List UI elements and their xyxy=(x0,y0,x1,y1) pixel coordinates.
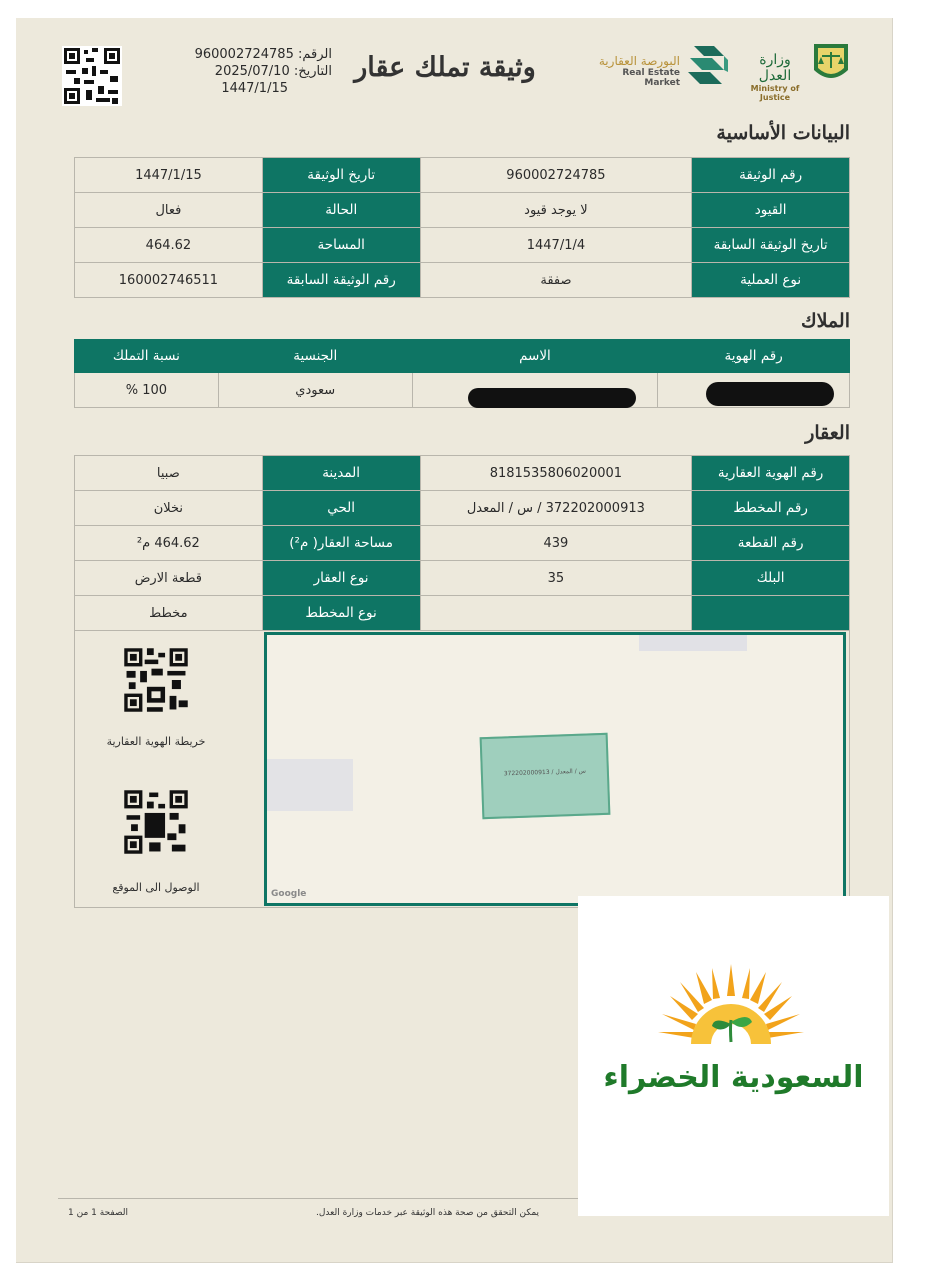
sun-sprout-logo-icon xyxy=(656,962,806,1072)
table-value: 439 xyxy=(420,526,692,561)
market-logo-ar: البورصة العقارية xyxy=(598,54,680,68)
table-label: البلك xyxy=(692,561,850,596)
moj-emblem-icon xyxy=(810,40,852,88)
redaction-bar-id xyxy=(706,382,834,406)
property-section-title: العقار xyxy=(805,422,850,444)
column-header: نسبة التملك xyxy=(75,340,219,373)
table-value: صفقة xyxy=(420,263,692,298)
table-label: نوع المخطط xyxy=(262,596,420,631)
table-label: نوع العملية xyxy=(692,263,850,298)
table-row xyxy=(75,158,850,193)
table-value: 35 xyxy=(420,561,692,596)
owners-section-title: الملاك xyxy=(800,310,850,332)
table-label: القيود xyxy=(692,193,850,228)
number-value: 960002724785 xyxy=(194,47,294,62)
qr-caption-location xyxy=(86,876,226,895)
table-label: المساحة xyxy=(262,228,420,263)
date-label: التاريخ: xyxy=(293,64,332,79)
qr-caption-map-text: خريطة الهوية العقارية xyxy=(106,735,206,748)
table-value: نخلان xyxy=(75,491,263,526)
qr-caption-location-text: الوصول الى الموقع xyxy=(112,881,200,894)
table-value: 464.62 م² xyxy=(75,526,263,561)
qr-code-location[interactable] xyxy=(122,788,190,856)
property-map[interactable] xyxy=(264,632,846,906)
table-label: رقم الهوية العقارية xyxy=(692,456,850,491)
table-row xyxy=(75,456,850,491)
table-label: رقم الوثيقة xyxy=(692,158,850,193)
table-row xyxy=(75,263,850,298)
table-label: تاريخ الوثيقة xyxy=(262,158,420,193)
page-title: وثيقة تملك عقار xyxy=(354,52,536,83)
column-header: رقم الهوية xyxy=(658,340,850,373)
table-value: 372202000913 / س / المعدل xyxy=(420,491,692,526)
market-emblem-icon xyxy=(684,42,732,88)
table-value: 960002724785 xyxy=(420,158,692,193)
map-road xyxy=(267,759,353,811)
redaction-bar-name xyxy=(468,388,636,408)
qr-caption-map xyxy=(86,730,226,749)
table-value: 8181535806020001 xyxy=(420,456,692,491)
table-value: 160002746511 xyxy=(75,263,263,298)
table-label xyxy=(692,596,850,631)
table-value: لا يوجد قيود xyxy=(420,193,692,228)
moj-logo-ar: وزارة العدل xyxy=(758,52,792,84)
map-parcel-label: 372202000913 / س / المعدل xyxy=(503,767,587,778)
table-label: رقم الوثيقة السابقة xyxy=(262,263,420,298)
table-row xyxy=(75,561,850,596)
real-estate-market-logo xyxy=(584,54,680,88)
table-value: 1447/1/4 xyxy=(420,228,692,263)
ministry-of-justice-logo xyxy=(742,52,808,102)
table-label: رقم القطعة xyxy=(692,526,850,561)
table-label: نوع العقار xyxy=(262,561,420,596)
basic-data-table xyxy=(74,157,850,298)
footer-note: يمكن التحقق من صحة هذه الوثيقة عبر خدمات وزارة العدل. xyxy=(316,1208,540,1218)
qr-code-property-map[interactable] xyxy=(122,646,190,714)
owner-nationality: سعودي xyxy=(218,373,412,408)
table-label: الحي xyxy=(262,491,420,526)
table-row xyxy=(75,596,850,631)
google-attribution: Google xyxy=(271,889,307,899)
brand-text: السعودية الخضراء xyxy=(603,1060,864,1095)
table-row xyxy=(75,193,850,228)
table-row xyxy=(75,228,850,263)
date-value: 2025/07/10 xyxy=(214,64,290,79)
table-value xyxy=(420,596,692,631)
page-number: الصفحة 1 من 1 xyxy=(68,1208,128,1218)
moj-logo-en: Ministry of Justice xyxy=(750,84,800,102)
table-label: مساحة العقار( م²) xyxy=(262,526,420,561)
table-row xyxy=(75,526,850,561)
owner-share: 100 % xyxy=(75,373,219,408)
table-value: 464.62 xyxy=(75,228,263,263)
qr-code-header xyxy=(62,46,122,106)
number-label: الرقم: xyxy=(298,47,332,62)
table-header-row xyxy=(75,340,850,373)
map-road xyxy=(639,635,747,651)
property-table xyxy=(74,455,850,631)
brand-watermark xyxy=(578,896,889,1216)
table-value: 1447/1/15 xyxy=(75,158,263,193)
table-label: تاريخ الوثيقة السابقة xyxy=(692,228,850,263)
table-label: الحالة xyxy=(262,193,420,228)
hijri-date: 1447/1/15 xyxy=(221,81,288,96)
table-value: صبيا xyxy=(75,456,263,491)
table-value: قطعة الارض xyxy=(75,561,263,596)
table-row xyxy=(75,491,850,526)
map-parcel[interactable] xyxy=(480,733,611,819)
table-label: المدينة xyxy=(262,456,420,491)
basic-section-title: البيانات الأساسية xyxy=(716,122,850,144)
header-meta xyxy=(162,46,332,97)
table-label: رقم المخطط xyxy=(692,491,850,526)
market-logo-en: Real Estate Market xyxy=(622,68,680,88)
table-value: مخطط xyxy=(75,596,263,631)
table-value: فعال xyxy=(75,193,263,228)
column-header: الجنسية xyxy=(218,340,412,373)
column-header: الاسم xyxy=(412,340,658,373)
